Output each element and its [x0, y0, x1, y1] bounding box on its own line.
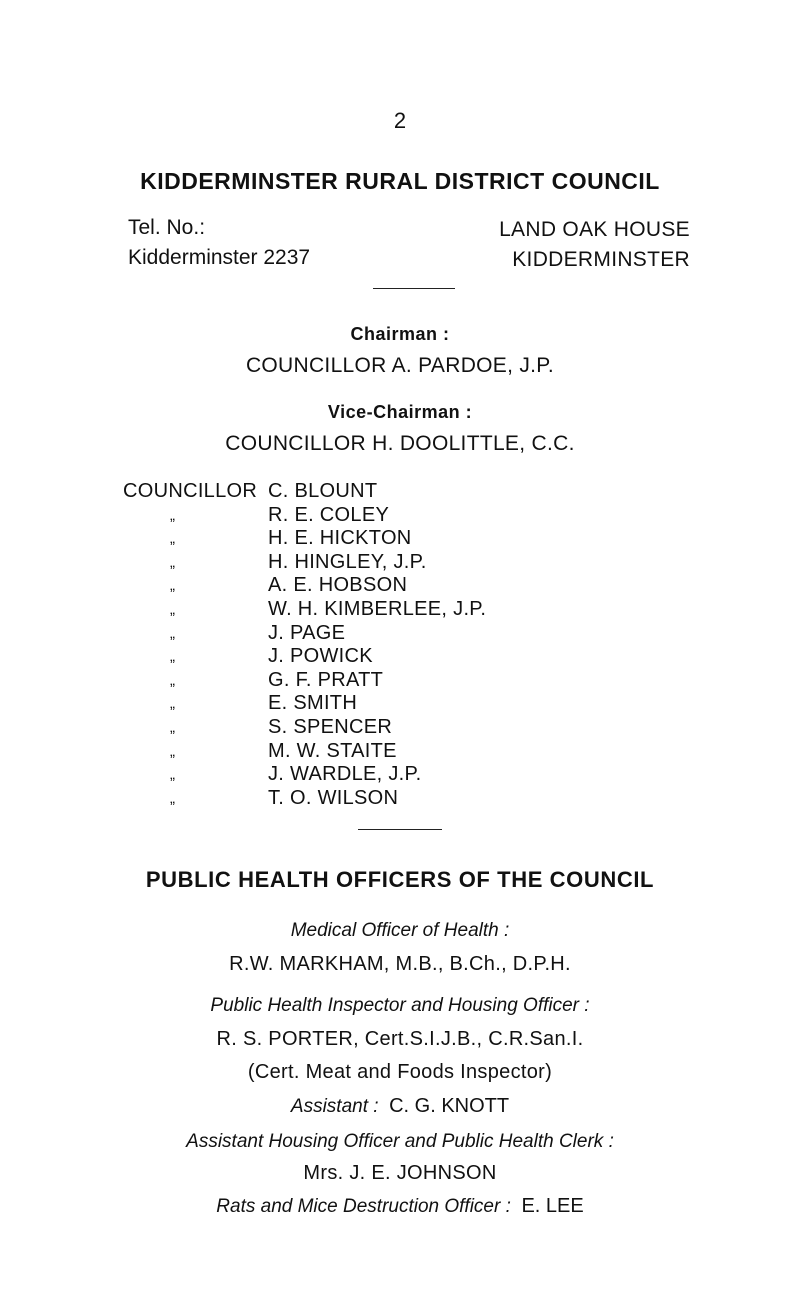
address-line-1: LAND OAK HOUSE: [499, 218, 690, 241]
ditto-mark: „: [170, 600, 176, 618]
phi-name: R. S. PORTER, Cert.S.I.J.B., C.R.San.I.: [216, 1028, 584, 1050]
ditto-mark: „: [170, 695, 176, 713]
ditto-mark: „: [170, 789, 176, 807]
councillor-row: [123, 598, 486, 622]
councillor-name: H. HINGLEY, J.P.: [268, 550, 427, 573]
ditto-mark: „: [170, 553, 176, 571]
chairman-label: Chairman :: [350, 324, 450, 344]
assistant-title: Assistant :: [290, 1096, 379, 1117]
councillor-name: G. F. PRATT: [268, 668, 384, 691]
councillor-row: [123, 504, 486, 528]
councillor-name: A. E. HOBSON: [268, 574, 408, 597]
ditto-mark: „: [170, 671, 176, 689]
ditto-mark: „: [170, 624, 176, 642]
councillor-name: M. W. STAITE: [268, 739, 397, 762]
page-number: 2: [393, 108, 407, 133]
moh-name: R.W. MARKHAM, M.B., B.Ch., D.P.H.: [229, 953, 571, 975]
rats-line: [0, 1195, 800, 1218]
councillor-name: H. E. HICKTON: [268, 527, 412, 550]
ditto-mark: „: [170, 718, 176, 736]
councillor-row: [123, 669, 486, 693]
phi-qualification: (Cert. Meat and Foods Inspector): [247, 1061, 553, 1083]
moh-title: Medical Officer of Health :: [290, 920, 510, 941]
aho-name: Mrs. J. E. JOHNSON: [303, 1162, 497, 1184]
councillor-name: W. H. KIMBERLEE, J.P.: [268, 597, 487, 620]
councillor-row: [123, 551, 486, 575]
divider: [373, 288, 455, 289]
officers-heading: PUBLIC HEALTH OFFICERS OF THE COUNCIL: [145, 867, 655, 892]
councillor-row: [123, 787, 486, 811]
ditto-mark: „: [170, 577, 176, 595]
aho-title: Assistant Housing Officer and Public Health Clerk :: [186, 1131, 614, 1152]
phi-title: Public Health Inspector and Housing Officer :: [210, 995, 590, 1016]
councillor-row: [123, 527, 486, 551]
councillor-name: J. PAGE: [268, 621, 346, 644]
councillor-name: J. POWICK: [268, 645, 373, 668]
councillor-name: S. SPENCER: [268, 715, 393, 738]
council-title: KIDDERMINSTER RURAL DISTRICT COUNCIL: [140, 168, 660, 194]
councillor-row: [123, 763, 486, 787]
councillor-row: [123, 716, 486, 740]
councillor-name: J. WARDLE, J.P.: [268, 763, 422, 786]
councillor-name: E. SMITH: [268, 692, 358, 715]
councillor-list: [123, 480, 486, 810]
councillor-row: [123, 645, 486, 669]
councillor-row: [123, 480, 486, 504]
rats-name: E. LEE: [521, 1195, 584, 1217]
councillor-name: C. BLOUNT: [268, 480, 378, 502]
councillor-row: [123, 692, 486, 716]
telephone-number: Kidderminster 2237: [128, 246, 311, 269]
ditto-mark: „: [170, 530, 176, 548]
councillor-name: R. E. COLEY: [268, 503, 390, 526]
ditto-mark: „: [170, 506, 176, 524]
councillor-name: T. O. WILSON: [268, 786, 399, 809]
divider: [358, 829, 442, 830]
councillor-row: [123, 740, 486, 764]
councillor-prefix: COUNCILLOR: [123, 480, 258, 502]
ditto-mark: „: [170, 648, 176, 666]
vice-chairman-name: COUNCILLOR H. DOOLITTLE, C.C.: [225, 432, 575, 455]
councillor-row: [123, 622, 486, 646]
address-line-2: KIDDERMINSTER: [512, 248, 690, 271]
chairman-name: COUNCILLOR A. PARDOE, J.P.: [245, 354, 555, 377]
councillor-row: [123, 574, 486, 598]
rats-title: Rats and Mice Destruction Officer :: [216, 1196, 511, 1217]
telephone-label: Tel. No.:: [128, 216, 206, 239]
ditto-mark: „: [170, 766, 176, 784]
assistant-name: C. G. KNOTT: [389, 1095, 510, 1117]
vice-chairman-label: Vice-Chairman :: [327, 402, 473, 422]
ditto-mark: „: [170, 742, 176, 760]
assistant-line: [0, 1095, 800, 1118]
